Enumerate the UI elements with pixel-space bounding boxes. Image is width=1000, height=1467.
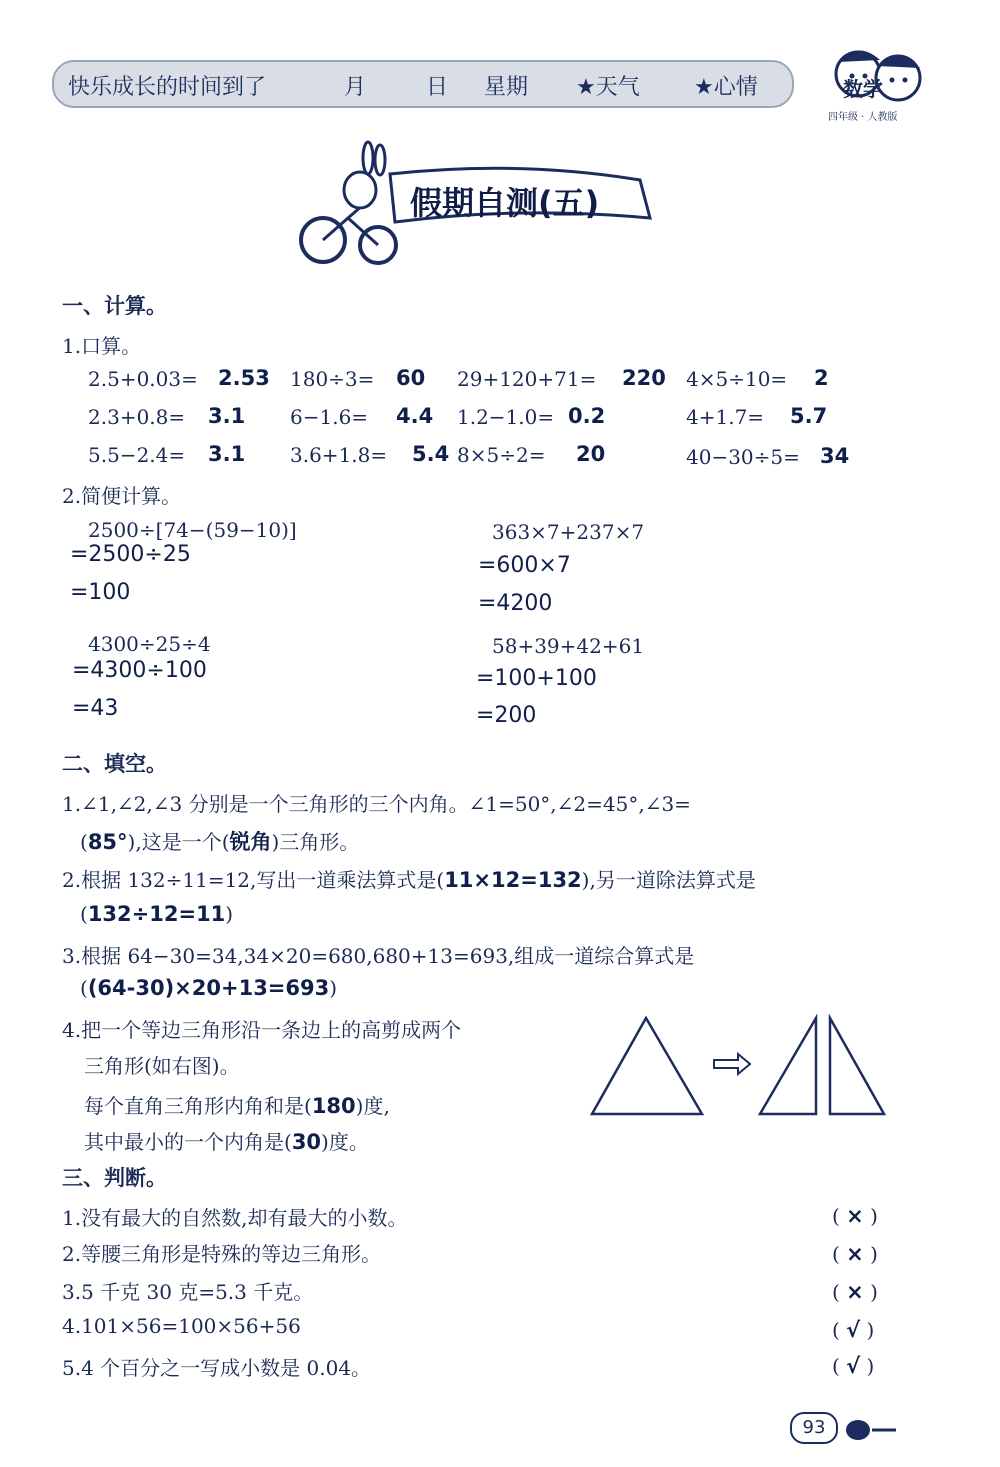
simple-step: =4300÷100: [72, 658, 207, 683]
section-fill-heading: 二、填空。: [62, 752, 167, 776]
judge-question: 5.4 个百分之一写成小数是 0.04。: [62, 1356, 372, 1380]
judge-answer: ×: [846, 1204, 864, 1228]
oral-question: 29+120+71=: [457, 367, 597, 391]
simple-question: 4300÷25÷4: [88, 632, 211, 656]
oral-question: 3.6+1.8=: [290, 443, 388, 467]
judge-answer-box: ( × ): [832, 1280, 878, 1304]
oral-answer: 34: [820, 444, 850, 468]
judge-answer: √: [846, 1318, 861, 1342]
simple-question: 2500÷[74−(59−10)]: [88, 518, 297, 542]
page-number: 93: [790, 1412, 838, 1444]
simple-heading: 2.简便计算。: [62, 484, 182, 508]
judge-answer-box: ( × ): [832, 1242, 878, 1266]
oral-heading: 1.口算。: [62, 334, 142, 358]
header-day: 日: [426, 75, 449, 100]
oral-answer: 220: [622, 366, 666, 390]
simple-step: =2500÷25: [70, 542, 191, 567]
simple-step: =100+100: [476, 666, 597, 691]
fill-q2-line1: 2.根据 132÷11=12,写出一道乘法算式是(11×12=132),另一道除法算式是: [62, 868, 756, 892]
oral-answer: 5.4: [412, 442, 450, 466]
simple-step: =43: [72, 696, 119, 721]
header-slogan: 快乐成长的时间到了: [68, 75, 267, 100]
judge-answer: ×: [846, 1280, 864, 1304]
header-weekday: 星期: [484, 75, 529, 100]
fill-q2-answer: 11×12=132: [444, 868, 582, 892]
oral-answer: 2: [814, 366, 829, 390]
oral-answer: 3.1: [208, 442, 246, 466]
oral-answer: 60: [396, 366, 426, 390]
fill-q4-text: 4.把一个等边三角形沿一条边上的高剪成两个: [62, 1018, 462, 1042]
grade-edition-label: 四年级 · 人教版: [828, 112, 898, 123]
simple-step: =200: [476, 703, 537, 728]
header-mood: ★心情: [694, 75, 758, 100]
oral-answer: 0.2: [568, 404, 606, 428]
judge-question: 4.101×56=100×56+56: [62, 1314, 301, 1338]
oral-answer: 2.53: [218, 366, 270, 390]
simple-step: =600×7: [478, 553, 571, 578]
oral-question: 1.2−1.0=: [457, 405, 555, 429]
oral-answer: 5.7: [790, 404, 828, 428]
fill-q2-answer2: 132÷12=11: [87, 902, 226, 926]
page-title: 假期自测(五): [410, 184, 600, 222]
oral-question: 2.5+0.03=: [88, 367, 198, 391]
header-month: 月: [344, 75, 367, 100]
section-calc-heading: 一、计算。: [62, 294, 167, 318]
fill-q4-answer2: 30: [291, 1130, 322, 1154]
subject-label: 数学: [843, 77, 883, 101]
oral-question: 2.3+0.8=: [88, 405, 186, 429]
oral-question: 4×5÷10=: [686, 367, 788, 391]
oral-question: 180÷3=: [290, 367, 375, 391]
judge-answer-box: ( √ ): [832, 1354, 875, 1378]
oral-question: 8×5÷2=: [457, 443, 546, 467]
judge-question: 1.没有最大的自然数,却有最大的小数。: [62, 1206, 408, 1230]
header-weather: ★天气: [576, 75, 640, 100]
fill-q1-line2: (85°),这是一个(锐角)三角形。: [80, 830, 360, 854]
fill-q4-line4: 其中最小的一个内角是(30)度。: [84, 1130, 369, 1154]
fill-q4-line3: 每个直角三角形内角和是(180)度,: [84, 1094, 390, 1118]
oral-question: 5.5−2.4=: [88, 443, 186, 467]
fill-q3-answer: (64-30)×20+13=693: [87, 976, 330, 1000]
oral-question: 6−1.6=: [290, 405, 369, 429]
fill-q1-answer: 85°: [87, 830, 128, 854]
oral-answer: 4.4: [396, 404, 434, 428]
judge-answer-box: ( √ ): [832, 1318, 875, 1342]
simple-step: =100: [70, 580, 131, 605]
oral-answer: 20: [576, 442, 606, 466]
oral-question: 40−30÷5=: [686, 445, 800, 469]
page-decoration-icon: [838, 1408, 898, 1444]
judge-question: 2.等腰三角形是特殊的等边三角形。: [62, 1242, 382, 1266]
fill-q4-line2: 三角形(如右图)。: [84, 1054, 240, 1078]
simple-step: =4200: [478, 591, 553, 616]
judge-answer: √: [846, 1354, 861, 1378]
fill-q3-text: 3.根据 64−30=34,34×20=680,680+13=693,组成一道综合算式是: [62, 944, 695, 968]
fill-q4-answer: 180: [311, 1094, 356, 1118]
fill-q3-line2: ((64-30)×20+13=693): [80, 976, 338, 1000]
fill-q2-line2: (132÷12=11): [80, 902, 234, 926]
simple-question: 363×7+237×7: [492, 520, 645, 544]
fill-q1-text: 1.∠1,∠2,∠3 分别是一个三角形的三个内角。∠1=50°,∠2=45°,∠3=: [62, 792, 691, 816]
section-judge-heading: 三、判断。: [62, 1166, 167, 1190]
judge-question: 3.5 千克 30 克=5.3 千克。: [62, 1280, 314, 1304]
oral-answer: 3.1: [208, 404, 246, 428]
fill-q1-answer2: 锐角: [229, 830, 272, 854]
simple-question: 58+39+42+61: [492, 634, 645, 658]
oral-question: 4+1.7=: [686, 405, 765, 429]
triangle-figure: [588, 1014, 890, 1118]
judge-answer-box: ( × ): [832, 1204, 878, 1228]
header-bar: [52, 60, 794, 108]
judge-answer: ×: [846, 1242, 864, 1266]
